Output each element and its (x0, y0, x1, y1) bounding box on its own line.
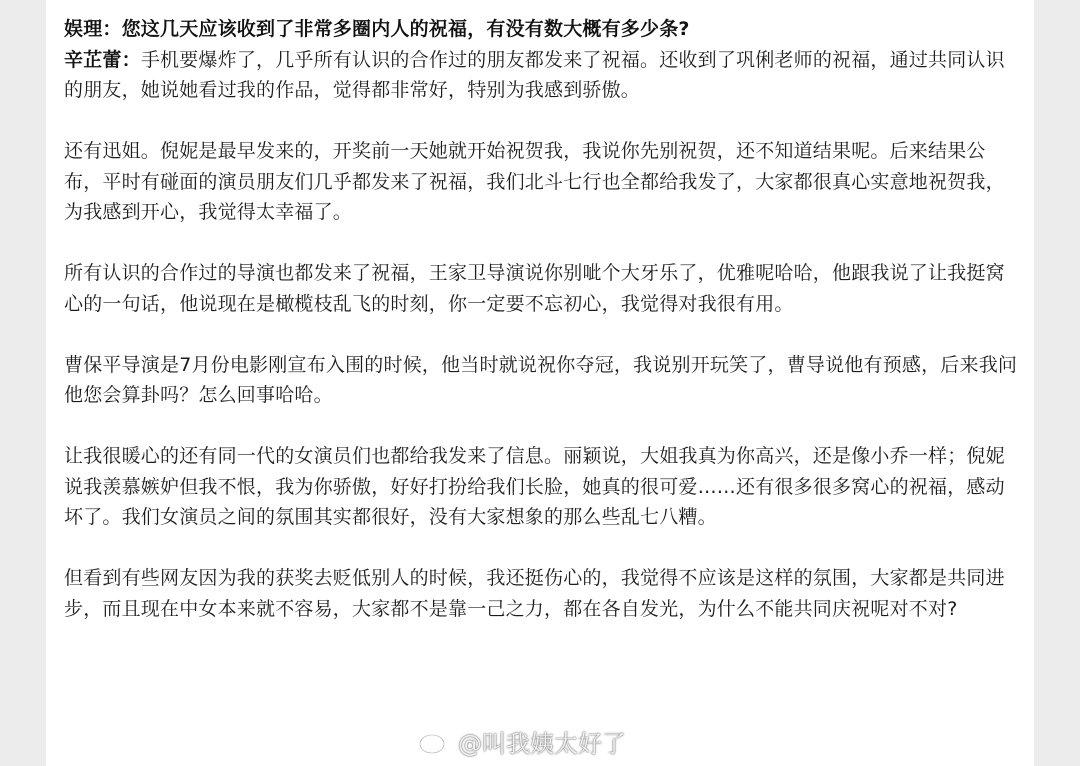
watermark-text: @叫我姨太好了 (458, 729, 626, 758)
answer-paragraph-6: 但看到有些网友因为我的获奖去贬低别人的时候，我还挺伤心的，我觉得不应该是这样的氛围，大家都是共同进步，而且现在中女本来就不容易，大家都不是靠一己之力，都在各自发光，为什么不能共同庆祝呢对不对? (64, 567, 1005, 620)
article-page (46, 0, 1034, 766)
question-speaker: 娱理： (64, 18, 122, 40)
answer-text-1: 手机要爆炸了，几乎所有认识的合作过的朋友都发来了祝福。还收到了巩俐老师的祝福，通过共同认识的朋友，她说她看过我的作品，觉得都非常好，特别为我感到骄傲。 (64, 48, 1005, 101)
question-line (64, 14, 1019, 45)
answer-paragraph-3: 所有认识的合作过的导演也都发来了祝福，王家卫导演说你别呲个大牙乐了，优雅呢哈哈，他跟我说了让我挺窝心的一句话，他说现在是橄榄枝乱飞的时刻，你一定要不忘初心，我觉得对我很有用。 (64, 262, 1005, 315)
question-text: 您这几天应该收到了非常多圈内人的祝福，有没有数大概有多少条? (121, 18, 690, 40)
answer-paragraph-2: 还有迅姐。倪妮是最早发来的，开奖前一天她就开始祝贺我，我说你先别祝贺，还不知道结果呢。后来结果公布，平时有碰面的演员朋友们几乎都发来了祝福，我们北斗七行也全都给我发了，大家都很真心实意地祝贺我，为我感到开心，我觉得太幸福了。 (64, 140, 1005, 223)
answer-paragraph-1 (64, 45, 1019, 106)
weibo-logo-icon (418, 727, 452, 755)
interview-text (64, 14, 1019, 655)
answer-paragraph-5: 让我很暖心的还有同一代的女演员们也都给我发来了信息。丽颖说，大姐我真为你高兴，还是像小乔一样；倪妮说我羡慕嫉妒但我不恨，我为你骄傲，好好打扮给我们长脸，她真的很可爱……还有很多很多窝心的祝福，感动坏了。我们女演员之间的氛围其实都很好，没有大家想象的那么些乱七八糟。 (64, 445, 1005, 528)
answer-speaker: 辛芷蕾： (64, 48, 141, 71)
answer-paragraph-4: 曹保平导演是7月份电影刚宣布入围的时候，他当时就说祝你夺冠，我说别开玩笑了，曹导说他有预感，后来我问他您会算卦吗？怎么回事哈哈。 (64, 353, 1018, 406)
weibo-watermark (418, 724, 626, 758)
